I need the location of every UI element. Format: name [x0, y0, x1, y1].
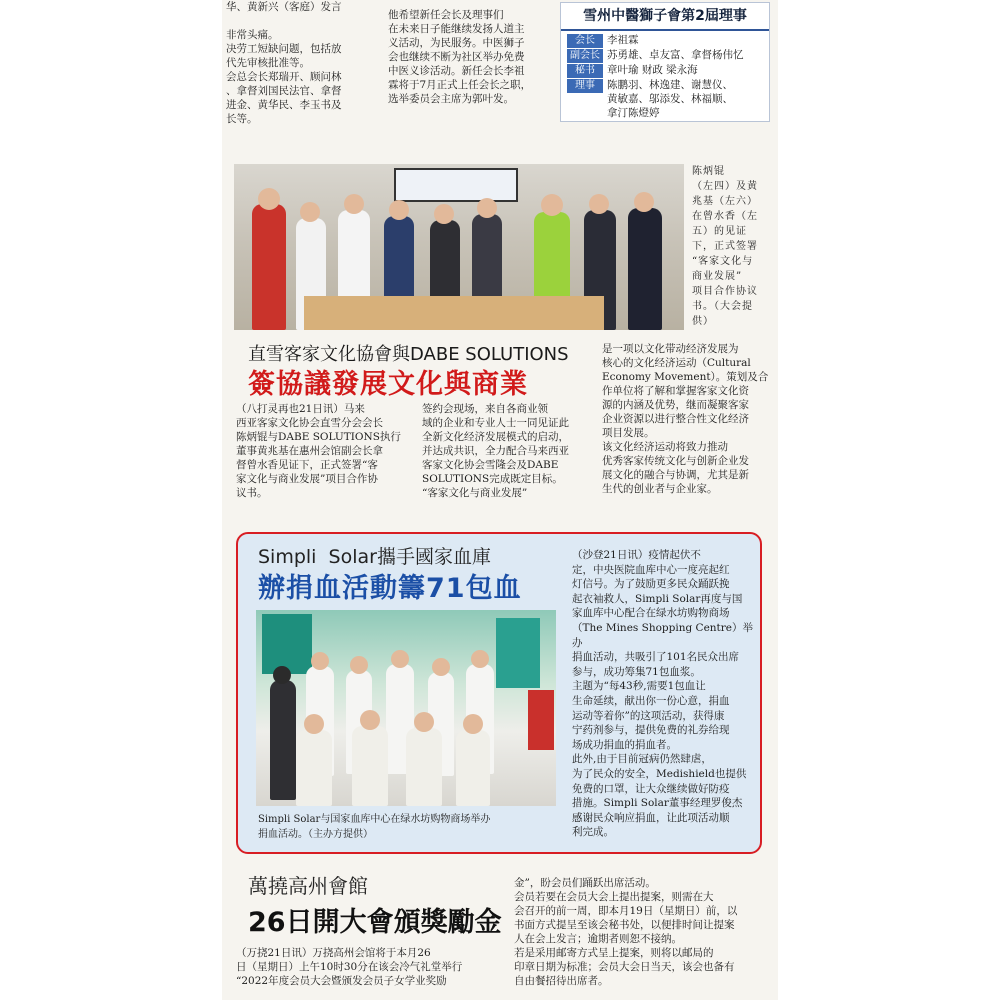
lions-club-board-box [560, 2, 770, 122]
article1-column-1: （八打灵再也21日讯）马来 西亚客家文化协会直雪分会会长 陈炳锟与DABE SOLUTIONS执行 董事黄兆基在惠州会馆副会长拿 督曾水香见证下，正式签署“客 家文化与商业发展”项目合作协 议书。 [236, 403, 401, 499]
signing-ceremony-photo [234, 164, 684, 330]
article3-headline: 26日開大會頒獎勵金 [248, 907, 502, 938]
top-article-column-2: 他希望新任会长及理事们 在未来日子能继续发扬人道主 义活动，为民服务。中医狮子 会也继续不断为社区举办免费 中医义诊活动。新任会长李祖 霖将于7月正式上任会长之职， 选举委员会主席为郭叶发。 [388, 9, 532, 105]
role-tag: 会长 [567, 34, 603, 48]
feature-photo-caption: Simpli Solar与国家血库中心在绿水坊购物商场举办 捐血活动。（主办方提供） [258, 814, 491, 840]
blood-donation-article [236, 532, 762, 854]
feature-body: （沙登21日讯）疫情起伏不 定，中央医院血库中心一度亮起红 灯信号。为了鼓励更多民众踊跃挽 起衣袖救人，Simpli Solar再度与国 家血库中心配合在绿水坊购物商场 （The Mines Shopping Centre）举办 捐血活动，共吸引了101名民众出席 参与，成功筹集71包血浆。 主题为“每43秒,需要1包血让 生命延续，献出你一份心意，捐血 运动等着你”的这项活动，获得康 宁药剂参与，提供免费的礼券给现 场成功捐血的捐血者。 此外,由于目前冠病仍然肆虐， 为了民众的安全，Medishield也提供 免费的口罩，让大众继续做好防疫 措施。Simpli Solar董事经理罗俊杰 感谢民众响应捐血，让此项活动顺 利完成。 [572, 549, 753, 839]
article3-column-2: 金”，盼会员们踊跃出席活动。 会员若要在会员大会上提出提案，则需在大 会召开的前一周，即本月19日（星期日）前，以 书面方式提呈至该会秘书处，以便排时间让提案 人在会上发言；逾期者则恕不接纳。 若是采用邮寄方式呈上提案，则将以邮局的 印章日期为标准；会员大会日当天，该会也备有 自由餐招待出席者。 [514, 877, 738, 987]
role-tag: 秘书 [567, 64, 603, 78]
top-article-column-1: 华、黄新兴（客庭）发言 非常头痛。 决劳工短缺问题，包括放 代先审核批准等。 会总会长郑瑞开、顾问林 、拿督刘国民法官、拿督 进金、黄华民、李玉书及 长等。 [226, 1, 342, 125]
signing-photo-caption: 陈炳锟 （左四）及黄 兆基（左六） 在曾水香（左 五）的见证 下，正式签署 “客家文化与 商业发展” 项目合作协议 书。（大会提 供） [692, 166, 758, 327]
article1-headline: 簽協議發展文化與商業 [248, 369, 528, 400]
projector-screen [394, 168, 518, 202]
board-title: 雪州中醫獅子會第2屆理事 [561, 3, 769, 31]
role-names: 苏勇雄、卓友富、拿督杨伟忆 [607, 49, 744, 61]
article3-kicker: 萬撓高州會館 [248, 874, 368, 898]
article1-kicker: 直雪客家文化協會與DABE SOLUTIONS [248, 344, 569, 365]
role-names: 陈鹏羽、林逸建、谢慧仪、 黄敏嘉、邬添发、林福顺、 拿汀陈燈婷 [607, 79, 733, 119]
board-row-secretary [567, 63, 763, 78]
role-tag: 理事 [567, 79, 603, 93]
feature-kicker: Simpli Solar攜手國家血庫 [258, 546, 491, 568]
signing-table [304, 296, 604, 330]
role-names: 李祖霖 [607, 34, 639, 46]
role-names: 章叶瑜 财政 梁永海 [607, 64, 698, 76]
blood-donation-photo [256, 610, 556, 806]
role-tag: 副会长 [567, 49, 603, 63]
article1-column-3: 是一项以文化带动经济发展为 核心的文化经济运动（Cultural Economy Movement）。策划及合 作单位将了解和掌握客家文化资 源的内涵及优势，继而凝聚客家 企业资源以进行整合性文化经济 项目发展。 该文化经济运动将致力推动 优秀客家传统文化与创新企业发 展文化的融合与协调，尤其是新 生代的创业者与企业家。 [602, 343, 769, 495]
board-row-committee [567, 78, 763, 120]
board-row-vice-president [567, 48, 763, 63]
feature-headline: 辦捐血活動籌71包血 [258, 573, 522, 604]
newspaper-page [222, 0, 778, 1000]
article1-column-2: 签约会现场，来自各商业领 域的企业和专业人士一同见证此 全新文化经济发展模式的启动， 并达成共识，全力配合马来西亚 客家文化协会雪隆会及DABE SOLUTIONS完成既定目标。 “客家文化与商业发展” [422, 403, 569, 499]
board-row-president [567, 33, 763, 48]
article3-column-1: （万挠21日讯）万挠高州会馆将于本月26 日（星期日）上午10时30分在该会冷气礼堂举行 “2022年度会员大会暨颁发会员子女学业奖励 [236, 947, 463, 987]
